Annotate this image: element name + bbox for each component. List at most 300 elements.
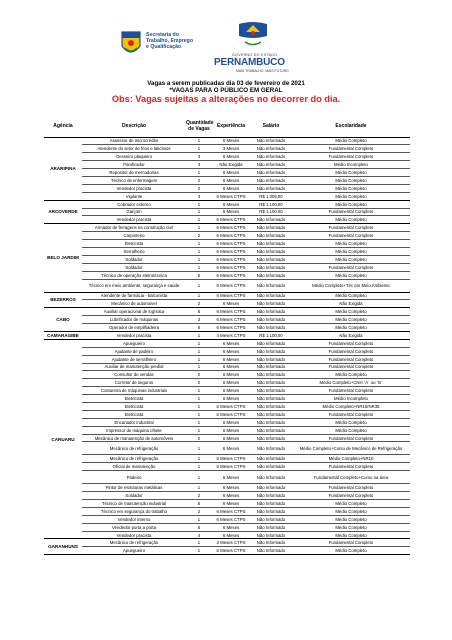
description-cell: Garçom [82, 208, 186, 216]
quantity-cell: 1 [186, 355, 212, 363]
description-cell: Panificador [82, 161, 186, 169]
table-row [44, 279, 410, 292]
table-row [44, 216, 410, 224]
experience-cell: 6 Meses [212, 484, 250, 492]
education-cell: Médio Completo [292, 507, 410, 515]
audience-subtitle: *VAGAS PARA O PÚBLICO EM GERAL [169, 87, 283, 94]
salary-cell: Não Informado [250, 455, 292, 463]
education-cell: Médio Completo [292, 240, 410, 248]
salary-cell: Não Informado [250, 492, 292, 500]
table-row [44, 247, 410, 255]
salary-cell: Não Informado [250, 410, 292, 418]
col-header-salary: Salário [250, 115, 292, 137]
education-cell: Fundamental Completo [292, 208, 410, 216]
description-cell: Mecânico de refrigeração [82, 539, 186, 547]
education-cell: Fundamental Completo [292, 224, 410, 232]
experience-cell: 6 Meses CTPS [212, 403, 250, 411]
salary-cell: Não Informado [250, 161, 292, 169]
education-cell: Médio Completo+Curso de Mecânico de Refrigeração [292, 442, 410, 455]
agency-cell: GARANHUNS [44, 539, 82, 555]
salary-cell: Não Informado [250, 463, 292, 471]
quantity-cell: 5 [186, 271, 212, 279]
description-cell: Eletricista [82, 403, 186, 411]
education-cell: Médio Completo [292, 200, 410, 208]
salary-cell: Não Informado [250, 547, 292, 555]
quantity-cell: 1 [186, 339, 212, 347]
agency-cell: CABO [44, 308, 82, 332]
experience-cell: 3 Meses [212, 145, 250, 153]
table-row [44, 492, 410, 500]
experience-cell: 6 Meses [212, 300, 250, 308]
experience-cell: 6 Meses CTPS [212, 255, 250, 263]
experience-cell: 6 Meses CTPS [212, 271, 250, 279]
description-cell: Corretor de seguros [82, 379, 186, 387]
description-cell: Apuegueiro [82, 339, 186, 347]
education-cell: Médio Completo [292, 324, 410, 332]
description-cell: Eletricista [82, 410, 186, 418]
quantity-cell: 2 [186, 184, 212, 192]
description-cell: Gesseiro plaqueiro [82, 153, 186, 161]
salary-cell: Não Informado [250, 240, 292, 248]
experience-cell: 6 Meses [212, 434, 250, 442]
experience-cell: 6 Meses CTPS [212, 547, 250, 555]
table-row [44, 324, 410, 332]
salary-cell: Não Informado [250, 531, 292, 539]
table-row [44, 339, 410, 347]
secretaria-logo [120, 30, 210, 62]
description-cell: Eletricista [82, 395, 186, 403]
experience-cell: 6 Meses [212, 500, 250, 508]
col-header-experience: Experiência [212, 115, 250, 137]
description-cell: Vendedor pracista [82, 216, 186, 224]
table-row [44, 426, 410, 434]
experience-cell: 6 Meses [212, 387, 250, 395]
description-cell: Consultor de vendas [82, 371, 186, 379]
salary-cell: Não Informado [250, 279, 292, 292]
salary-cell: R$ 1.100,00 [250, 331, 292, 339]
table-row [44, 169, 410, 177]
logo-line-1: Secretaria do [146, 32, 179, 38]
experience-cell: 6 Meses CTPS [212, 507, 250, 515]
agency-cell: BELO JARDIM [44, 224, 82, 292]
education-cell: Médio Completo+NR10/NR35 [292, 403, 410, 411]
description-cell: Armador de ferragens na construção civil [82, 224, 186, 232]
salary-cell: R$ 1.100,00 [250, 200, 292, 208]
description-cell: Encanador industrial [82, 418, 186, 426]
experience-cell: 6 Meses [212, 355, 250, 363]
education-cell: Fundamental Completo [292, 410, 410, 418]
quantity-cell: 3 [186, 316, 212, 324]
description-cell: Pintor de estruturas metálicas [82, 484, 186, 492]
salary-cell: Não Informado [250, 442, 292, 455]
salary-cell: Não Informado [250, 379, 292, 387]
quantity-cell: 2 [186, 300, 212, 308]
experience-cell: 6 Meses CTPS [212, 192, 250, 200]
experience-cell: 6 Meses CTPS [212, 292, 250, 300]
disclaimer-note: Obs: Vagas sujeitas a alterações no decorrer do dia. [111, 94, 341, 104]
table-row [44, 539, 410, 547]
education-cell: Médio Completo [292, 137, 410, 145]
col-header-education: Escolaridade [292, 115, 410, 137]
experience-cell: 6 Meses [212, 153, 250, 161]
description-cell: Mecânico de refrigeração [82, 442, 186, 455]
description-cell: Ajudante de padeiro [82, 347, 186, 355]
table-row [44, 263, 410, 271]
quantity-cell: 2 [186, 434, 212, 442]
description-cell: Repositor de mercadorias [82, 169, 186, 177]
education-cell: Médio Completo [292, 184, 410, 192]
state-seal-icon [120, 30, 142, 58]
description-cell: Lubrificador de máquinas [82, 316, 186, 324]
quantity-cell: 1 [186, 395, 212, 403]
education-cell: Fundamental Completo [292, 539, 410, 547]
table-row [44, 232, 410, 240]
experience-cell: 6 Meses [212, 492, 250, 500]
salary-cell: Não Informado [250, 484, 292, 492]
table-row [44, 434, 410, 442]
education-cell: Não Exigida [292, 331, 410, 339]
education-cell: Fundamental Completo [292, 484, 410, 492]
table-row [44, 331, 410, 339]
quantity-cell: 1 [186, 247, 212, 255]
salary-cell: Não Informado [250, 184, 292, 192]
salary-cell: Não Informado [250, 300, 292, 308]
table-row [44, 208, 410, 216]
salary-cell: Não Informado [250, 515, 292, 523]
description-cell: Soldador [82, 263, 186, 271]
experience-cell: 6 Meses [212, 442, 250, 455]
table-row [44, 379, 410, 387]
salary-cell: Não Informado [250, 316, 292, 324]
description-cell: Assessor de microcrédito [82, 137, 186, 145]
table-row [44, 371, 410, 379]
education-cell: Médio Completo [292, 271, 410, 279]
quantity-cell: 1 [186, 363, 212, 371]
description-cell: Mecânico de refrigeração [82, 455, 186, 463]
education-cell: Médio Completo+CNH `A` ou `B` [292, 379, 410, 387]
description-cell: Atendente de farmácia - balconista [82, 292, 186, 300]
salary-cell: Não Informado [250, 539, 292, 547]
experience-cell: 6 Meses CTPS [212, 316, 250, 324]
description-cell: Vendedor pracista [82, 331, 186, 339]
quantity-cell: 1 [186, 403, 212, 411]
experience-cell: 6 Meses [212, 176, 250, 184]
description-cell: Operador de empilhadeira [82, 324, 186, 332]
salary-cell: Não Informado [250, 255, 292, 263]
table-row [44, 292, 410, 300]
table-row [44, 161, 410, 169]
quantity-cell: 5 [186, 500, 212, 508]
experience-cell: 6 Meses CTPS [212, 463, 250, 471]
quantity-cell: 5 [186, 324, 212, 332]
quantity-cell: 2 [186, 507, 212, 515]
quantity-cell: 3 [186, 153, 212, 161]
education-cell: Fundamental Completo [292, 492, 410, 500]
table-row [44, 455, 410, 463]
vacancies-table [44, 115, 410, 555]
description-cell: Cobrador externo [82, 200, 186, 208]
table-row [44, 500, 410, 508]
table-row [44, 300, 410, 308]
education-cell: Fundamental Completo [292, 363, 410, 371]
description-cell: Soldador [82, 492, 186, 500]
logo-gov-text: GOVERNO DO ESTADO [232, 53, 278, 57]
quantity-cell: 1 [186, 455, 212, 463]
experience-cell: 6 Meses [212, 418, 250, 426]
table-row [44, 184, 410, 192]
quantity-cell: 1 [186, 463, 212, 471]
description-cell: Apuegueiro [82, 547, 186, 555]
quantity-cell: 1 [186, 442, 212, 455]
education-cell: Médio Completo [292, 426, 410, 434]
table-header-row [44, 115, 410, 137]
description-cell: Técnico de operação eletrotécnica [82, 271, 186, 279]
experience-cell: 6 Meses [212, 371, 250, 379]
table-row [44, 387, 410, 395]
quantity-cell: 1 [186, 515, 212, 523]
col-header-description: Descrição [82, 115, 186, 137]
description-cell: Oficial de manutenção [82, 463, 186, 471]
salary-cell: R$ 1.305,00 [250, 192, 292, 200]
quantity-cell: 2 [186, 492, 212, 500]
experience-cell: 6 Meses [212, 339, 250, 347]
salary-cell: Não Informado [250, 507, 292, 515]
education-cell: Médio Completo [292, 500, 410, 508]
education-cell: Médio Completo+NR10 [292, 455, 410, 463]
experience-cell: 6 Meses [212, 208, 250, 216]
experience-cell: 6 Meses CTPS [212, 515, 250, 523]
pernambuco-logo [210, 22, 310, 74]
description-cell: Atendente do setor de frios e laticínios [82, 145, 186, 153]
table-row [44, 347, 410, 355]
description-cell: Costureira de máquinas industriais [82, 387, 186, 395]
experience-cell: 6 Meses [212, 184, 250, 192]
table-row [44, 224, 410, 232]
salary-cell: Não Informado [250, 387, 292, 395]
experience-cell: 6 Meses CTPS [212, 216, 250, 224]
experience-cell: 6 Meses [212, 347, 250, 355]
quantity-cell: 1 [186, 216, 212, 224]
quantity-cell: 1 [186, 539, 212, 547]
salary-cell: Não Informado [250, 471, 292, 484]
description-cell: Técnico em meio ambiente, segurança e saúde [82, 279, 186, 292]
description-cell: Técnico de enfermagem [82, 176, 186, 184]
education-cell: Médio Incompleto [292, 395, 410, 403]
description-cell: Vendedor porta a porta [82, 523, 186, 531]
experience-cell: 6 Meses CTPS [212, 240, 250, 248]
quantity-cell: 1 [186, 200, 212, 208]
salary-cell: Não Informado [250, 403, 292, 411]
agency-cell: BEZERROS [44, 292, 82, 308]
table-row [44, 484, 410, 492]
education-cell: Fundamental Completo [292, 145, 410, 153]
experience-cell: 6 Meses CTPS [212, 224, 250, 232]
education-cell: Médio Completo [292, 371, 410, 379]
document-titles [0, 80, 452, 105]
education-cell: Médio Incompleto [292, 161, 410, 169]
education-cell: Médio Completo [292, 192, 410, 200]
salary-cell: Não Informado [250, 232, 292, 240]
table-row [44, 471, 410, 484]
quantity-cell: 3 [186, 192, 212, 200]
table-row [44, 442, 410, 455]
quantity-cell: 1 [186, 279, 212, 292]
table-row [44, 255, 410, 263]
quantity-cell: 2 [186, 232, 212, 240]
education-cell: Médio Completo [292, 216, 410, 224]
logo-state-name: PERNAMBUCO [214, 57, 285, 68]
table-row [44, 418, 410, 426]
col-header-agency: Agência [44, 115, 82, 137]
education-cell: Médio Completo [292, 515, 410, 523]
description-cell: Carpinteiro [82, 232, 186, 240]
salary-cell: Não Informado [250, 153, 292, 161]
agency-cell: CAMARAGIBE [44, 331, 82, 339]
quantity-cell: 1 [186, 547, 212, 555]
education-cell: Fundamental Completo [292, 153, 410, 161]
table-row [44, 403, 410, 411]
col-header-quantity: Quantidade de Vagas [186, 115, 212, 137]
table-row [44, 410, 410, 418]
experience-cell: 4 Meses CTPS [212, 331, 250, 339]
quantity-cell: 4 [186, 531, 212, 539]
logo-slogan: MAIS TRABALHO, MAIS FUTURO [236, 69, 289, 73]
experience-cell: 3 Meses CTPS [212, 539, 250, 547]
table-row [44, 308, 410, 316]
description-cell: Mecânico de automóvel [82, 300, 186, 308]
salary-cell: Não Informado [250, 339, 292, 347]
description-cell: Vigilante [82, 192, 186, 200]
description-cell: Padeiro [82, 471, 186, 484]
experience-cell: 6 Meses CTPS [212, 308, 250, 316]
salary-cell: Não Informado [250, 363, 292, 371]
salary-cell: Não Informado [250, 395, 292, 403]
salary-cell: Não Informado [250, 263, 292, 271]
publication-date-title: Vagas a serem publicadas dia 03 de fevereiro de 2021 [147, 80, 305, 87]
education-cell: Médio Completo [292, 247, 410, 255]
salary-cell: Não Informado [250, 145, 292, 153]
salary-cell: Não Informado [250, 292, 292, 300]
education-cell: Médio Completo [292, 176, 410, 184]
education-cell: Fundamental Completo [292, 347, 410, 355]
description-cell: Vendedor pracista [82, 531, 186, 539]
education-cell: Médio Completo [292, 169, 410, 177]
pernambuco-flag-icon [236, 22, 270, 50]
description-cell: Vendedor pracista [82, 184, 186, 192]
education-cell: Médio Completo [292, 316, 410, 324]
salary-cell: Não Informado [250, 308, 292, 316]
experience-cell: 6 Meses [212, 531, 250, 539]
logo-line-3: e Qualificação [146, 44, 182, 50]
description-cell: Mecânico de manutenção de automóveis [82, 434, 186, 442]
education-cell: Fundamental Completo [292, 232, 410, 240]
salary-cell: Não Informado [250, 418, 292, 426]
table-row [44, 316, 410, 324]
experience-cell: 6 Meses [212, 379, 250, 387]
experience-cell: 6 Meses CTPS [212, 247, 250, 255]
quantity-cell: 1 [186, 263, 212, 271]
quantity-cell: 1 [186, 137, 212, 145]
table-row [44, 531, 410, 539]
education-cell: Fundamental Completo [292, 387, 410, 395]
table-row [44, 240, 410, 248]
experience-cell: 6 Meses [212, 471, 250, 484]
table-row [44, 200, 410, 208]
education-cell: Não Exigida [292, 300, 410, 308]
experience-cell: 6 Meses [212, 363, 250, 371]
salary-cell: R$ 1.100,00 [250, 208, 292, 216]
table-row [44, 547, 410, 555]
table-row [44, 363, 410, 371]
quantity-cell: 1 [186, 347, 212, 355]
table-row [44, 355, 410, 363]
description-cell: Impressor de máquina ofsete [82, 426, 186, 434]
education-cell: Médio Completo [292, 308, 410, 316]
description-cell: Vendedor interno [82, 515, 186, 523]
description-cell: Auxiliar operacional de logística [82, 308, 186, 316]
logo-line-2: Trabalho, Emprego [146, 38, 193, 44]
quantity-cell: 1 [186, 240, 212, 248]
quantity-cell: 2 [186, 371, 212, 379]
salary-cell: Não Informado [250, 355, 292, 363]
quantity-cell: 1 [186, 410, 212, 418]
salary-cell: Não Informado [250, 247, 292, 255]
education-cell: Fundamental Completo [292, 434, 410, 442]
salary-cell: Não Informado [250, 426, 292, 434]
page-header [0, 0, 452, 78]
description-cell: Técnico em segurança do trabalho [82, 507, 186, 515]
table-row [44, 395, 410, 403]
experience-cell: 6 Meses CTPS [212, 455, 250, 463]
quantity-cell: 3 [186, 161, 212, 169]
salary-cell: Não Informado [250, 169, 292, 177]
description-cell: Serralheiro [82, 247, 186, 255]
experience-cell: 6 Meses CTPS [212, 232, 250, 240]
salary-cell: Não Informado [250, 347, 292, 355]
table-row [44, 137, 410, 145]
salary-cell: Não Informado [250, 500, 292, 508]
education-cell: Fundamental Completo+Curso na área [292, 471, 410, 484]
education-cell: Médio Completo+Téc em Meio Ambiente [292, 279, 410, 292]
education-cell: Fundamental Completo [292, 463, 410, 471]
experience-cell: Não Exigida [212, 161, 250, 169]
quantity-cell: 1 [186, 426, 212, 434]
description-cell: Ajudante de serralheiro [82, 355, 186, 363]
table-row [44, 507, 410, 515]
quantity-cell: 1 [186, 224, 212, 232]
salary-cell: Não Informado [250, 271, 292, 279]
table-row [44, 153, 410, 161]
agency-cell: ARCOVERDE [44, 200, 82, 224]
table-row [44, 463, 410, 471]
salary-cell: Não Informado [250, 371, 292, 379]
quantity-cell: 1 [186, 255, 212, 263]
experience-cell: 6 Meses [212, 169, 250, 177]
table-row [44, 271, 410, 279]
experience-cell: 6 Meses CTPS [212, 410, 250, 418]
salary-cell: Não Informado [250, 216, 292, 224]
experience-cell: 6 Meses [212, 395, 250, 403]
quantity-cell: 1 [186, 208, 212, 216]
quantity-cell: 2 [186, 379, 212, 387]
quantity-cell: 1 [186, 387, 212, 395]
quantity-cell: 1 [186, 292, 212, 300]
education-cell: Médio Completo [292, 547, 410, 555]
education-cell: Médio Completo [292, 255, 410, 263]
salary-cell: Não Informado [250, 523, 292, 531]
experience-cell: 6 Meses CTPS [212, 279, 250, 292]
salary-cell: Não Informado [250, 324, 292, 332]
